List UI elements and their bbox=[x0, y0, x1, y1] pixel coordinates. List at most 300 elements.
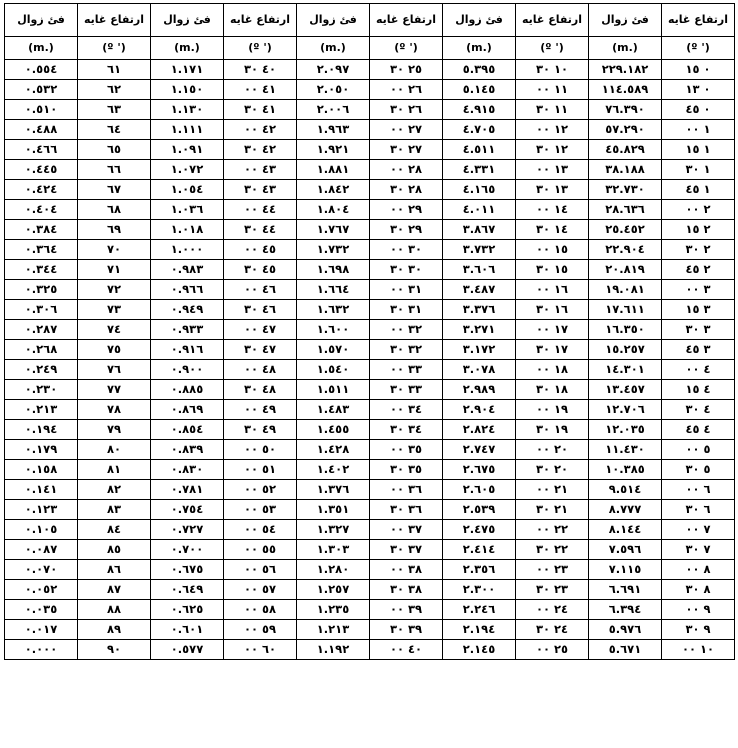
shadow-length-cell: ٤.٣٣١ bbox=[443, 160, 516, 180]
shadow-length-cell: ٠.٧٨١ bbox=[151, 480, 224, 500]
shadow-length-cell: ١١.٤٣٠ bbox=[589, 440, 662, 460]
altitude-cell: ١٥ ٠٠ bbox=[516, 240, 589, 260]
altitude-cell: ٠ ١٥ bbox=[662, 60, 735, 80]
shadow-length-cell: ٠.٨٣٠ bbox=[151, 460, 224, 480]
altitude-cell: ٧٤ bbox=[78, 320, 151, 340]
shadow-length-cell: ٣٢.٧٣٠ bbox=[589, 180, 662, 200]
altitude-cell: ١٣ ٠٠ bbox=[516, 160, 589, 180]
table-row bbox=[5, 380, 735, 400]
altitude-cell: ٧٥ bbox=[78, 340, 151, 360]
altitude-cell: ٦٦ bbox=[78, 160, 151, 180]
shadow-length-cell: ٥.٣٩٥ bbox=[443, 60, 516, 80]
shadow-length-cell: ٠.٠٠٠ bbox=[5, 640, 78, 660]
altitude-cell: ٤٠ ٠٠ bbox=[370, 640, 443, 660]
altitude-cell: ٤٨ ٠٠ bbox=[224, 360, 297, 380]
altitude-cell: ٧٨ bbox=[78, 400, 151, 420]
header-shadow-length: فئ زوال bbox=[151, 4, 224, 37]
altitude-cell: ٧١ bbox=[78, 260, 151, 280]
shadow-length-cell: ٠.١٠٥ bbox=[5, 520, 78, 540]
altitude-cell: ٩٠ bbox=[78, 640, 151, 660]
table-row bbox=[5, 540, 735, 560]
shadow-length-cell: ٠.٤٤٥ bbox=[5, 160, 78, 180]
shadow-length-cell: ٠.٢٨٧ bbox=[5, 320, 78, 340]
shadow-length-cell: ٢.٤١٤ bbox=[443, 540, 516, 560]
altitude-cell: ٨٥ bbox=[78, 540, 151, 560]
altitude-cell: ٣٤ ٣٠ bbox=[370, 420, 443, 440]
altitude-cell: ٠ ١٣ bbox=[662, 80, 735, 100]
altitude-cell: ٦٨ bbox=[78, 200, 151, 220]
shadow-length-cell: ١٧.٦١١ bbox=[589, 300, 662, 320]
shadow-length-cell: ٠.٧٢٧ bbox=[151, 520, 224, 540]
shadow-length-cell: ٠.٤٦٦ bbox=[5, 140, 78, 160]
altitude-cell: ٤ ٤٥ bbox=[662, 420, 735, 440]
altitude-cell: ٦ ٠٠ bbox=[662, 480, 735, 500]
altitude-cell: ٤٨ ٣٠ bbox=[224, 380, 297, 400]
altitude-cell: ٢٥ ٠٠ bbox=[516, 640, 589, 660]
shadow-length-cell: ١.٥٤٠ bbox=[297, 360, 370, 380]
shadow-length-cell: ٣.١٧٢ bbox=[443, 340, 516, 360]
shadow-length-cell: ١.٧٦٧ bbox=[297, 220, 370, 240]
units-row bbox=[5, 37, 735, 60]
shadow-length-cell: ١.١٩٢ bbox=[297, 640, 370, 660]
shadow-length-cell: ٠.١٧٩ bbox=[5, 440, 78, 460]
altitude-cell: ١ ٣٠ bbox=[662, 160, 735, 180]
shadow-length-cell: ١.٠٥٤ bbox=[151, 180, 224, 200]
shadow-length-cell: ١.٨٠٤ bbox=[297, 200, 370, 220]
altitude-cell: ٤٩ ٣٠ bbox=[224, 420, 297, 440]
shadow-length-cell: ١.٩٢١ bbox=[297, 140, 370, 160]
unit-meters: (m.) bbox=[297, 37, 370, 60]
shadow-length-cell: ٢.٨٢٤ bbox=[443, 420, 516, 440]
unit-meters: (m.) bbox=[5, 37, 78, 60]
altitude-cell: ٨١ bbox=[78, 460, 151, 480]
shadow-length-cell: ٤.٠١١ bbox=[443, 200, 516, 220]
altitude-cell: ١١ ٣٠ bbox=[516, 100, 589, 120]
table-row bbox=[5, 580, 735, 600]
shadow-length-cell: ٦.٣٩٤ bbox=[589, 600, 662, 620]
altitude-cell: ١٩ ٠٠ bbox=[516, 400, 589, 420]
shadow-length-cell: ١.٣٧٦ bbox=[297, 480, 370, 500]
altitude-cell: ٥٥ ٠٠ bbox=[224, 540, 297, 560]
table-row bbox=[5, 140, 735, 160]
altitude-cell: ٢ ٣٠ bbox=[662, 240, 735, 260]
altitude-cell: ١ ١٥ bbox=[662, 140, 735, 160]
table-row bbox=[5, 280, 735, 300]
altitude-cell: ٦ ٣٠ bbox=[662, 500, 735, 520]
altitude-cell: ١ ٤٥ bbox=[662, 180, 735, 200]
altitude-cell: ٧٦ bbox=[78, 360, 151, 380]
altitude-cell: ٢ ٤٥ bbox=[662, 260, 735, 280]
altitude-cell: ٢٤ ٣٠ bbox=[516, 620, 589, 640]
shadow-length-cell: ١.٢٨٠ bbox=[297, 560, 370, 580]
unit-meters: (m.) bbox=[589, 37, 662, 60]
shadow-length-cell: ٢٨.٦٣٦ bbox=[589, 200, 662, 220]
table-row bbox=[5, 600, 735, 620]
shadow-length-cell: ٣.٢٧١ bbox=[443, 320, 516, 340]
altitude-cell: ٧٢ bbox=[78, 280, 151, 300]
unit-meters: (m.) bbox=[151, 37, 224, 60]
altitude-cell: ٥١ ٠٠ bbox=[224, 460, 297, 480]
table-row bbox=[5, 240, 735, 260]
table-row bbox=[5, 440, 735, 460]
shadow-length-cell: ٠.٩٨٣ bbox=[151, 260, 224, 280]
altitude-cell: ٢٥ ٣٠ bbox=[370, 60, 443, 80]
altitude-cell: ٨٤ bbox=[78, 520, 151, 540]
shadow-length-cell: ٢٢.٩٠٤ bbox=[589, 240, 662, 260]
table-row bbox=[5, 180, 735, 200]
shadow-length-cell: ٧.١١٥ bbox=[589, 560, 662, 580]
altitude-cell: ٣٥ ٠٠ bbox=[370, 440, 443, 460]
altitude-cell: ٨٦ bbox=[78, 560, 151, 580]
shadow-length-cell: ١.٦٦٤ bbox=[297, 280, 370, 300]
altitude-cell: ٣٧ ٠٠ bbox=[370, 520, 443, 540]
shadow-length-cell: ١٢.٠٣٥ bbox=[589, 420, 662, 440]
altitude-cell: ٥ ٣٠ bbox=[662, 460, 735, 480]
table-row bbox=[5, 460, 735, 480]
shadow-length-cell: ٠.٦٢٥ bbox=[151, 600, 224, 620]
shadow-length-cell: ١.١٣٠ bbox=[151, 100, 224, 120]
shadow-length-cell: ٠.٢١٣ bbox=[5, 400, 78, 420]
shadow-length-cell: ٠.٤٠٤ bbox=[5, 200, 78, 220]
unit-degrees: (º ') bbox=[662, 37, 735, 60]
header-altitude: ارتفاع غايه bbox=[78, 4, 151, 37]
altitude-cell: ٣٣ ٠٠ bbox=[370, 360, 443, 380]
altitude-cell: ٧٠ bbox=[78, 240, 151, 260]
table-row bbox=[5, 120, 735, 140]
shadow-length-cell: ٠.١٩٤ bbox=[5, 420, 78, 440]
unit-degrees: (º ') bbox=[370, 37, 443, 60]
shadow-length-cell: ١.٣٢٧ bbox=[297, 520, 370, 540]
shadow-length-cell: ١.٨٨١ bbox=[297, 160, 370, 180]
shadow-length-cell: ١.٦٣٢ bbox=[297, 300, 370, 320]
table-row bbox=[5, 220, 735, 240]
altitude-cell: ٨٨ bbox=[78, 600, 151, 620]
header-altitude: ارتفاع غايه bbox=[370, 4, 443, 37]
shadow-length-cell: ٠.١٥٨ bbox=[5, 460, 78, 480]
shadow-length-cell: ١.٠٠٠ bbox=[151, 240, 224, 260]
altitude-cell: ٤٢ ٠٠ bbox=[224, 120, 297, 140]
shadow-length-cell: ١.٤٠٢ bbox=[297, 460, 370, 480]
table-row bbox=[5, 200, 735, 220]
altitude-cell: ٤٣ ٠٠ bbox=[224, 160, 297, 180]
shadow-length-cell: ٠.٩٠٠ bbox=[151, 360, 224, 380]
shadow-length-cell: ٢.٩٠٤ bbox=[443, 400, 516, 420]
shadow-length-cell: ١.٢٣٥ bbox=[297, 600, 370, 620]
altitude-cell: ٨٧ bbox=[78, 580, 151, 600]
shadow-length-cell: ٠.٩٤٩ bbox=[151, 300, 224, 320]
shadow-length-cell: ٠.٢٦٨ bbox=[5, 340, 78, 360]
altitude-cell: ٥٩ ٠٠ bbox=[224, 620, 297, 640]
shadow-length-cell: ٣.٠٧٨ bbox=[443, 360, 516, 380]
shadow-length-cell: ٢.١٤٥ bbox=[443, 640, 516, 660]
shadow-length-cell: ٠.٧٠٠ bbox=[151, 540, 224, 560]
altitude-cell: ٦١ bbox=[78, 60, 151, 80]
shadow-length-cell: ٢.٩٨٩ bbox=[443, 380, 516, 400]
shadow-length-cell: ١.٠٧٢ bbox=[151, 160, 224, 180]
shadow-length-cell: ٢.٠٥٠ bbox=[297, 80, 370, 100]
shadow-length-cell: ٨.١٤٤ bbox=[589, 520, 662, 540]
altitude-cell: ٣٩ ٠٠ bbox=[370, 600, 443, 620]
unit-meters: (m.) bbox=[443, 37, 516, 60]
altitude-cell: ٣٢ ٣٠ bbox=[370, 340, 443, 360]
shadow-length-cell: ٠.٣٦٤ bbox=[5, 240, 78, 260]
shadow-length-cell: ٠.٥٥٤ bbox=[5, 60, 78, 80]
altitude-cell: ٣ ١٥ bbox=[662, 300, 735, 320]
table-row bbox=[5, 420, 735, 440]
shadow-length-cell: ١١٤.٥٨٩ bbox=[589, 80, 662, 100]
shadow-length-cell: ٠.٣٤٤ bbox=[5, 260, 78, 280]
altitude-cell: ٣٠ ٣٠ bbox=[370, 260, 443, 280]
altitude-cell: ٤٣ ٣٠ bbox=[224, 180, 297, 200]
table-row bbox=[5, 340, 735, 360]
shadow-length-cell: ٠.٠٨٧ bbox=[5, 540, 78, 560]
altitude-cell: ٢٣ ٣٠ bbox=[516, 580, 589, 600]
shadow-length-cell: ١.٠١٨ bbox=[151, 220, 224, 240]
shadow-length-cell: ٠.٤٢٤ bbox=[5, 180, 78, 200]
shadow-length-cell: ١٠.٣٨٥ bbox=[589, 460, 662, 480]
shadow-length-table bbox=[4, 3, 735, 660]
shadow-length-cell: ١.٧٣٢ bbox=[297, 240, 370, 260]
altitude-cell: ٦٥ bbox=[78, 140, 151, 160]
altitude-cell: ٣١ ٠٠ bbox=[370, 280, 443, 300]
altitude-cell: ٣٠ ٠٠ bbox=[370, 240, 443, 260]
shadow-length-cell: ١.٢٥٧ bbox=[297, 580, 370, 600]
table-row bbox=[5, 80, 735, 100]
altitude-cell: ٥٢ ٠٠ bbox=[224, 480, 297, 500]
table-row bbox=[5, 640, 735, 660]
altitude-cell: ٤٥ ٠٠ bbox=[224, 240, 297, 260]
shadow-length-cell: ١.١٥٠ bbox=[151, 80, 224, 100]
table-row bbox=[5, 300, 735, 320]
shadow-length-cell: ١.٦٩٨ bbox=[297, 260, 370, 280]
altitude-cell: ١ ٠٠ bbox=[662, 120, 735, 140]
altitude-cell: ٣٤ ٠٠ bbox=[370, 400, 443, 420]
shadow-length-cell: ٠.٩٦٦ bbox=[151, 280, 224, 300]
shadow-length-cell: ٣.٦٠٦ bbox=[443, 260, 516, 280]
shadow-length-cell: ١.٤٢٨ bbox=[297, 440, 370, 460]
altitude-cell: ٤٥ ٣٠ bbox=[224, 260, 297, 280]
altitude-cell: ٧٣ bbox=[78, 300, 151, 320]
table-row bbox=[5, 500, 735, 520]
shadow-length-cell: ٢.٤٧٥ bbox=[443, 520, 516, 540]
unit-degrees: (º ') bbox=[78, 37, 151, 60]
altitude-cell: ٣١ ٣٠ bbox=[370, 300, 443, 320]
altitude-cell: ٣٨ ٣٠ bbox=[370, 580, 443, 600]
shadow-length-cell: ٠.٨٨٥ bbox=[151, 380, 224, 400]
shadow-length-cell: ٠.٨٣٩ bbox=[151, 440, 224, 460]
shadow-length-cell: ٧٦.٣٩٠ bbox=[589, 100, 662, 120]
altitude-cell: ١٢ ٠٠ bbox=[516, 120, 589, 140]
table-row bbox=[5, 520, 735, 540]
shadow-length-cell: ٢.٢٤٦ bbox=[443, 600, 516, 620]
altitude-cell: ٣٨ ٠٠ bbox=[370, 560, 443, 580]
header-shadow-length: فئ زوال bbox=[5, 4, 78, 37]
altitude-cell: ٦٢ bbox=[78, 80, 151, 100]
shadow-length-cell: ٠.٨٥٤ bbox=[151, 420, 224, 440]
shadow-length-cell: ٢٥.٤٥٢ bbox=[589, 220, 662, 240]
altitude-cell: ٦٣ bbox=[78, 100, 151, 120]
shadow-length-cell: ٠.٧٥٤ bbox=[151, 500, 224, 520]
shadow-length-cell: ١.٠٣٦ bbox=[151, 200, 224, 220]
altitude-cell: ٣ ٠٠ bbox=[662, 280, 735, 300]
altitude-cell: ٤٤ ٠٠ bbox=[224, 200, 297, 220]
altitude-cell: ٦٧ bbox=[78, 180, 151, 200]
altitude-cell: ١٥ ٣٠ bbox=[516, 260, 589, 280]
shadow-length-cell: ١.١١١ bbox=[151, 120, 224, 140]
header-altitude: ارتفاع غايه bbox=[662, 4, 735, 37]
shadow-length-cell: ٤.٥١١ bbox=[443, 140, 516, 160]
altitude-cell: ٢٠ ٠٠ bbox=[516, 440, 589, 460]
shadow-length-cell: ١٤.٣٠١ bbox=[589, 360, 662, 380]
altitude-cell: ٢٠ ٣٠ bbox=[516, 460, 589, 480]
shadow-length-cell: ١.٦٠٠ bbox=[297, 320, 370, 340]
header-row bbox=[5, 4, 735, 37]
altitude-cell: ٢٧ ٠٠ bbox=[370, 120, 443, 140]
altitude-cell: ٢٩ ٠٠ bbox=[370, 200, 443, 220]
altitude-cell: ٣٢ ٠٠ bbox=[370, 320, 443, 340]
shadow-length-cell: ٠.٤٨٨ bbox=[5, 120, 78, 140]
shadow-length-cell: ١٦.٣٥٠ bbox=[589, 320, 662, 340]
shadow-length-cell: ٠.٨٦٩ bbox=[151, 400, 224, 420]
altitude-cell: ٢٦ ٣٠ bbox=[370, 100, 443, 120]
altitude-cell: ٢٧ ٣٠ bbox=[370, 140, 443, 160]
altitude-cell: ٦٠ ٠٠ bbox=[224, 640, 297, 660]
table-row bbox=[5, 400, 735, 420]
shadow-length-cell: ٤.١٦٥ bbox=[443, 180, 516, 200]
altitude-cell: ١٤ ٣٠ bbox=[516, 220, 589, 240]
altitude-cell: ٤٩ ٠٠ bbox=[224, 400, 297, 420]
altitude-cell: ٣٦ ٣٠ bbox=[370, 500, 443, 520]
shadow-length-cell: ٠.٢٣٠ bbox=[5, 380, 78, 400]
shadow-length-cell: ٢.١٩٤ bbox=[443, 620, 516, 640]
shadow-length-cell: ٢.٥٣٩ bbox=[443, 500, 516, 520]
shadow-length-cell: ٥٧.٢٩٠ bbox=[589, 120, 662, 140]
shadow-length-cell: ٤٥.٨٢٩ bbox=[589, 140, 662, 160]
altitude-cell: ٢٩ ٣٠ bbox=[370, 220, 443, 240]
altitude-cell: ٩ ٠٠ bbox=[662, 600, 735, 620]
altitude-cell: ٣٦ ٠٠ bbox=[370, 480, 443, 500]
table-row bbox=[5, 360, 735, 380]
shadow-length-cell: ٠.٦٤٩ bbox=[151, 580, 224, 600]
altitude-cell: ١٠ ٠٠ bbox=[662, 640, 735, 660]
shadow-length-cell: ٧.٥٩٦ bbox=[589, 540, 662, 560]
shadow-length-cell: ٩.٥١٤ bbox=[589, 480, 662, 500]
shadow-length-cell: ٨.٧٧٧ bbox=[589, 500, 662, 520]
altitude-cell: ٤١ ٣٠ bbox=[224, 100, 297, 120]
altitude-cell: ١٠ ٣٠ bbox=[516, 60, 589, 80]
shadow-length-cell: ٢.٧٤٧ bbox=[443, 440, 516, 460]
altitude-cell: ٥٠ ٠٠ bbox=[224, 440, 297, 460]
shadow-length-cell: ٣.٣٧٦ bbox=[443, 300, 516, 320]
shadow-length-cell: ٠.٩٣٣ bbox=[151, 320, 224, 340]
altitude-cell: ٧٧ bbox=[78, 380, 151, 400]
table-row bbox=[5, 260, 735, 280]
altitude-cell: ٢٨ ٠٠ bbox=[370, 160, 443, 180]
altitude-cell: ٣٩ ٣٠ bbox=[370, 620, 443, 640]
header-shadow-length: فئ زوال bbox=[443, 4, 516, 37]
altitude-cell: ١٧ ٣٠ bbox=[516, 340, 589, 360]
header-shadow-length: فئ زوال bbox=[297, 4, 370, 37]
shadow-length-cell: ٠.١٤١ bbox=[5, 480, 78, 500]
shadow-length-cell: ٠.٣٢٥ bbox=[5, 280, 78, 300]
shadow-length-cell: ٣٨.١٨٨ bbox=[589, 160, 662, 180]
shadow-length-cell: ٥.١٤٥ bbox=[443, 80, 516, 100]
shadow-length-cell: ٠.٣٠٦ bbox=[5, 300, 78, 320]
altitude-cell: ١٦ ٣٠ bbox=[516, 300, 589, 320]
shadow-length-cell: ١.٩٦٣ bbox=[297, 120, 370, 140]
altitude-cell: ٧٩ bbox=[78, 420, 151, 440]
altitude-cell: ١٣ ٣٠ bbox=[516, 180, 589, 200]
altitude-cell: ٣٥ ٣٠ bbox=[370, 460, 443, 480]
shadow-length-cell: ٠.٠٣٥ bbox=[5, 600, 78, 620]
table-body bbox=[5, 4, 735, 660]
altitude-cell: ٤٦ ٠٠ bbox=[224, 280, 297, 300]
altitude-cell: ٥٨ ٠٠ bbox=[224, 600, 297, 620]
altitude-cell: ٢٤ ٠٠ bbox=[516, 600, 589, 620]
altitude-cell: ٢ ٠٠ bbox=[662, 200, 735, 220]
shadow-length-cell: ٠.١٢٣ bbox=[5, 500, 78, 520]
altitude-cell: ٢ ١٥ bbox=[662, 220, 735, 240]
unit-degrees: (º ') bbox=[224, 37, 297, 60]
shadow-length-cell: ٠.٥٣٢ bbox=[5, 80, 78, 100]
shadow-length-cell: ١.٠٩١ bbox=[151, 140, 224, 160]
shadow-length-cell: ١.٣٠٣ bbox=[297, 540, 370, 560]
shadow-length-cell: ٢.٠٠٦ bbox=[297, 100, 370, 120]
altitude-cell: ٤٧ ٠٠ bbox=[224, 320, 297, 340]
table-row bbox=[5, 60, 735, 80]
altitude-cell: ١٢ ٣٠ bbox=[516, 140, 589, 160]
altitude-cell: ٢١ ٠٠ bbox=[516, 480, 589, 500]
altitude-cell: ٣٣ ٣٠ bbox=[370, 380, 443, 400]
shadow-length-cell: ٠.٦٧٥ bbox=[151, 560, 224, 580]
altitude-cell: ١٦ ٠٠ bbox=[516, 280, 589, 300]
altitude-cell: ١٧ ٠٠ bbox=[516, 320, 589, 340]
altitude-cell: ٢٨ ٣٠ bbox=[370, 180, 443, 200]
table-row bbox=[5, 620, 735, 640]
shadow-length-cell: ١.٣٥١ bbox=[297, 500, 370, 520]
shadow-length-cell: ١.٨٤٢ bbox=[297, 180, 370, 200]
table-row bbox=[5, 320, 735, 340]
shadow-length-cell: ٣.٨٦٧ bbox=[443, 220, 516, 240]
altitude-cell: ٠ ٤٥ bbox=[662, 100, 735, 120]
altitude-cell: ٨٢ bbox=[78, 480, 151, 500]
altitude-cell: ٢١ ٣٠ bbox=[516, 500, 589, 520]
altitude-cell: ٦٤ bbox=[78, 120, 151, 140]
table-row bbox=[5, 560, 735, 580]
shadow-length-cell: ٥.٦٧١ bbox=[589, 640, 662, 660]
shadow-length-cell: ١٩.٠٨١ bbox=[589, 280, 662, 300]
shadow-length-cell: ١.١٧١ bbox=[151, 60, 224, 80]
altitude-cell: ٥٤ ٠٠ bbox=[224, 520, 297, 540]
altitude-cell: ٨ ٠٠ bbox=[662, 560, 735, 580]
table-row bbox=[5, 100, 735, 120]
altitude-cell: ٢٢ ٠٠ bbox=[516, 520, 589, 540]
header-altitude: ارتفاع غايه bbox=[516, 4, 589, 37]
shadow-length-cell: ٠.٥١٠ bbox=[5, 100, 78, 120]
header-altitude: ارتفاع غايه bbox=[224, 4, 297, 37]
altitude-cell: ٨ ٣٠ bbox=[662, 580, 735, 600]
shadow-length-cell: ٤.٩١٥ bbox=[443, 100, 516, 120]
altitude-cell: ١٨ ٠٠ bbox=[516, 360, 589, 380]
shadow-length-cell: ١٢.٧٠٦ bbox=[589, 400, 662, 420]
altitude-cell: ٨٣ bbox=[78, 500, 151, 520]
altitude-cell: ٧ ٣٠ bbox=[662, 540, 735, 560]
shadow-length-cell: ٤.٧٠٥ bbox=[443, 120, 516, 140]
shadow-length-cell: ٢.٣٥٦ bbox=[443, 560, 516, 580]
shadow-length-cell: ١.٢١٣ bbox=[297, 620, 370, 640]
shadow-length-cell: ٠.٩١٦ bbox=[151, 340, 224, 360]
shadow-length-cell: ٢٢٩.١٨٢ bbox=[589, 60, 662, 80]
